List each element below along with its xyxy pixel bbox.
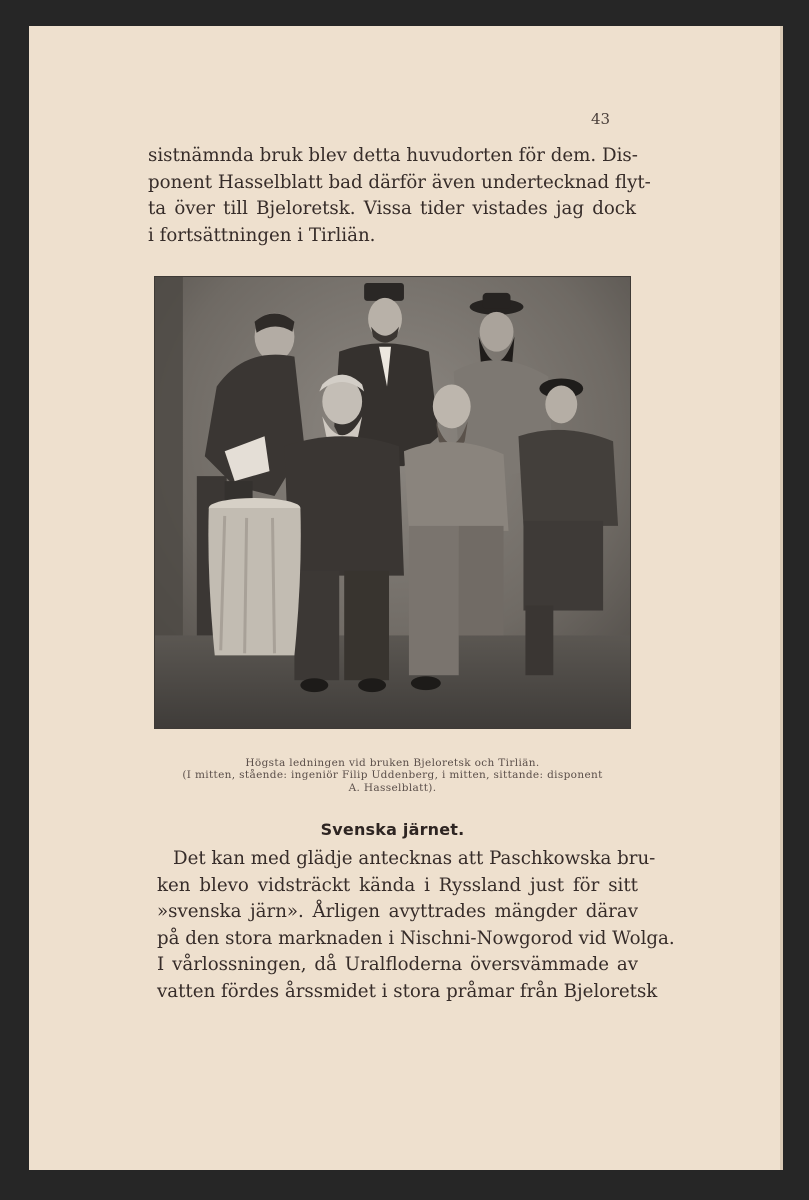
text-line: ken blevo vidsträckt kända i Ryssland just för sitt xyxy=(157,874,638,896)
caption-line: Högsta ledningen vid bruken Bjeloretsk och Tirliän. xyxy=(245,757,540,769)
text-line: på den stora marknaden i Nischni-Nowgorod vid Wolga. xyxy=(157,927,675,949)
text-line: i fortsättningen i Tirliän. xyxy=(148,224,376,246)
page-edge xyxy=(780,26,783,1170)
text-line: Det kan med glädje antecknas att Paschkowska bru- xyxy=(173,848,656,869)
page-number: 43 xyxy=(591,110,611,128)
text-line: ponent Hasselblatt bad därför även undertecknad flyt- xyxy=(148,171,651,193)
photo-caption xyxy=(150,757,635,794)
caption-line: (I mitten, stående: ingeniör Filip Uddenberg, i mitten, sittande: disponent xyxy=(182,769,603,782)
section-heading: Svenska järnet. xyxy=(320,820,465,839)
paragraph-top xyxy=(148,143,651,249)
caption-line: A. Hasselblatt). xyxy=(348,781,437,794)
text-line: ta över till Bjeloretsk. Vissa tider vistades jag dock xyxy=(148,198,636,220)
text-line: sistnämnda bruk blev detta huvudorten för dem. Dis- xyxy=(148,145,638,166)
text-line: I vårlossningen, då Uralfloderna översvämmade av xyxy=(157,954,638,976)
photo-illustration xyxy=(155,277,630,728)
group-portrait-photo xyxy=(154,276,631,729)
text-line: vatten fördes årssmidet i stora pråmar från Bjeloretsk xyxy=(157,980,658,1002)
paragraph-bottom xyxy=(157,846,675,1006)
text-line: »svenska järn». Årligen avyttrades mängder därav xyxy=(157,901,638,923)
